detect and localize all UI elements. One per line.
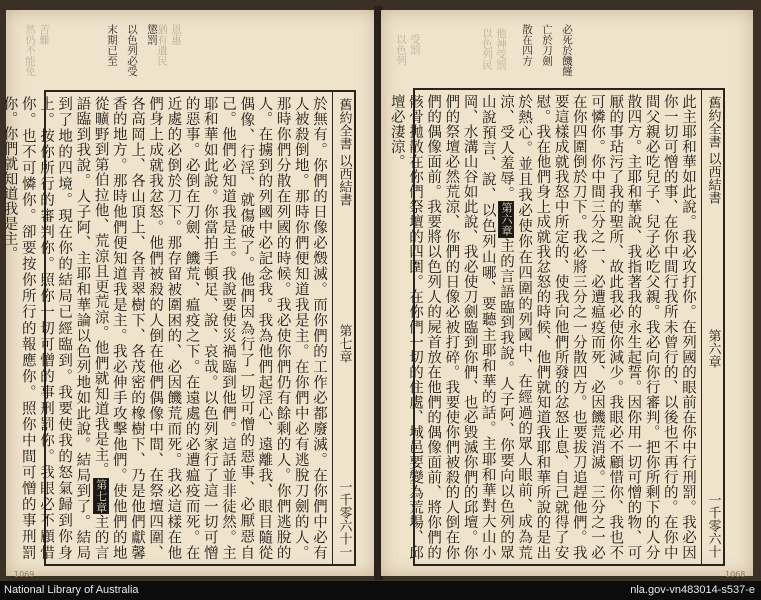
margin-note: 以色列必受 — [126, 24, 138, 77]
right-text-frame — [388, 88, 725, 566]
pencil-page-mark: 1068 — [725, 570, 746, 579]
body-paragraph: 主的言語臨到我說。人子阿、你要向以色列的眾山說預言、說、以色列山哪、要聽主耶和華的話。主耶和華對大山小岡、水溝山谷如此說、我必使刀劍臨到你們、也必毀滅你們的邱壇。你們的祭壇必然荒涼、你們的日像必被打碎。我要使你們被殺的人倒在你們的偶像面前。我要將以色列人的屍首放在他們的偶像面前、將你們的骸骨拋散在你們祭壇的四圍。在你們一切的住處、城邑要變為荒場、邱壇必淒涼。 — [388, 94, 514, 561]
book-title: 舊約全書 以西結書 — [336, 98, 352, 207]
chapter-label: 第六章 — [705, 329, 721, 369]
body-paragraph: 主的言語臨到我說。人子阿、主耶和華論以色列地如此說。結局到了。結局到了地的四境。現在你的結局已經臨到。我要使我的怒氣歸到你身上。按你所行的審判你。照你一切可憎的事刑罰你。我眼必不顧惜你。也不可憐你。卻要按你所行的報應你。照你中間可憎的事刑罰你。你們就知道我是主。 — [1, 96, 109, 561]
margin-note-faint: 苦難 — [38, 24, 50, 45]
left-page — [1, 10, 376, 579]
footer-bar — [0, 581, 761, 600]
margin-note-faint: 以色列 — [395, 34, 407, 66]
page-number: 一千零六十 — [705, 492, 721, 558]
footer-record-id: nla.gov-vn483014-s537-e — [630, 584, 755, 596]
margin-note: 亡於刀劍 — [541, 24, 553, 66]
left-body-text — [1, 96, 328, 561]
margin-note-faint: 以色列民 — [481, 28, 493, 70]
right-margin-notes — [521, 24, 573, 77]
chapter-marker: 第六章 — [499, 202, 513, 237]
margin-note-faint: 他神受罰 — [495, 28, 507, 70]
margin-note-faint: 然仍不能免 — [24, 24, 36, 77]
margin-note: 懲罰 — [146, 24, 158, 45]
right-body-text — [388, 94, 697, 561]
book-title: 舊約全書 以西結書 — [705, 96, 721, 205]
right-header-column — [701, 90, 723, 564]
margin-note: 散在四方 — [521, 24, 533, 66]
footer-library-name: National Library of Australia — [4, 584, 139, 596]
page-number: 一千零六十一 — [336, 479, 352, 558]
margin-note-faint: 恩惠 — [170, 24, 182, 45]
margin-note: 必死於饑饉 — [561, 24, 573, 77]
chapter-label: 第七章 — [336, 323, 352, 363]
margin-note: 末期已至 — [106, 24, 118, 66]
chapter-marker: 第七章 — [94, 478, 108, 514]
margin-note-faint: 猶有遺民 — [156, 24, 168, 66]
right-page — [381, 10, 753, 579]
body-paragraph: 此主耶和華如此說。我必攻打你。在列國的眼前在你中行刑罰。我必因你一切可憎的事、在你中間行我所未曾行的、以後也不再行的。在你中間父親必吃兒子、兒子必吃父親。我必向你行審判。把你所剩下的人分散四方。主耶和華說、我指著我的永生起誓。因你用一切可憎的物、可厭的事玷污了我的聖所、故此我必使你減少。我眼必不顧惜你、我也不可憐你。你中間三分之一、必遭瘟疫而死、必因饑荒消滅。三分之一必在你四圍倒於刀下。我必將三分之一分散四方。也要拔刀追趕他們。我要這樣成就我怒中所定的、使我向他們所發的忿怒止息、自己就得了安慰。我在他們身上成就我忿怒的時候、他們就知道我耶和華所說的是出於熱心。並且我必使你在四圍的列國中、在經過的眾人眼前、成為荒涼、受人羞辱。 — [497, 94, 696, 560]
left-margin-notes — [106, 24, 158, 77]
left-text-frame — [1, 90, 356, 566]
pencil-page-mark: 1069 — [14, 570, 35, 579]
left-header-column — [332, 92, 354, 564]
margin-note-faint: 受罰 — [409, 34, 421, 55]
body-paragraph: 於無有。你們的日像必燬滅。而你們的工作必都廢滅。在你們中必有人被殺倒地。那時你們便知道我是主。在你們中必有逃脫刀劍的人。那時你們分散在列國的時候。我必使你們仍有餘剩的人。你們逃脫的人。在擄到的列國中必記念我。我為他們起淫心、遠離我、眼目隨從偶像、行淫、就傷破了。他們因為行了一切可憎的惡事、必厭惡自己。他們必知道我是主。我說要使災禍臨到他們。這話並非徒然。主耶和華如此說。你當拍手頓足、說、哀哉。以色列家行了這一切可憎的惡事。必倒在刀劍、饑荒、瘟疫之下。在遠處的必遭瘟疫而死。在近處的必倒於刀下。那存留被圍困的、必因饑荒而死。我必這樣在他們身上成就我忿怒。他們被殺的人倒在他們偶像中間、在祭壇四圍、各高岡上、各山頂上、各青翠樹下、各茂密的橡樹下、乃是他們獻馨香的地方。那時他們便知道我是主。我必伸手攻擊他們。使他們的地從曠野到第伯拉他、荒涼且更荒涼。他們就知道我是主。 — [92, 96, 327, 560]
